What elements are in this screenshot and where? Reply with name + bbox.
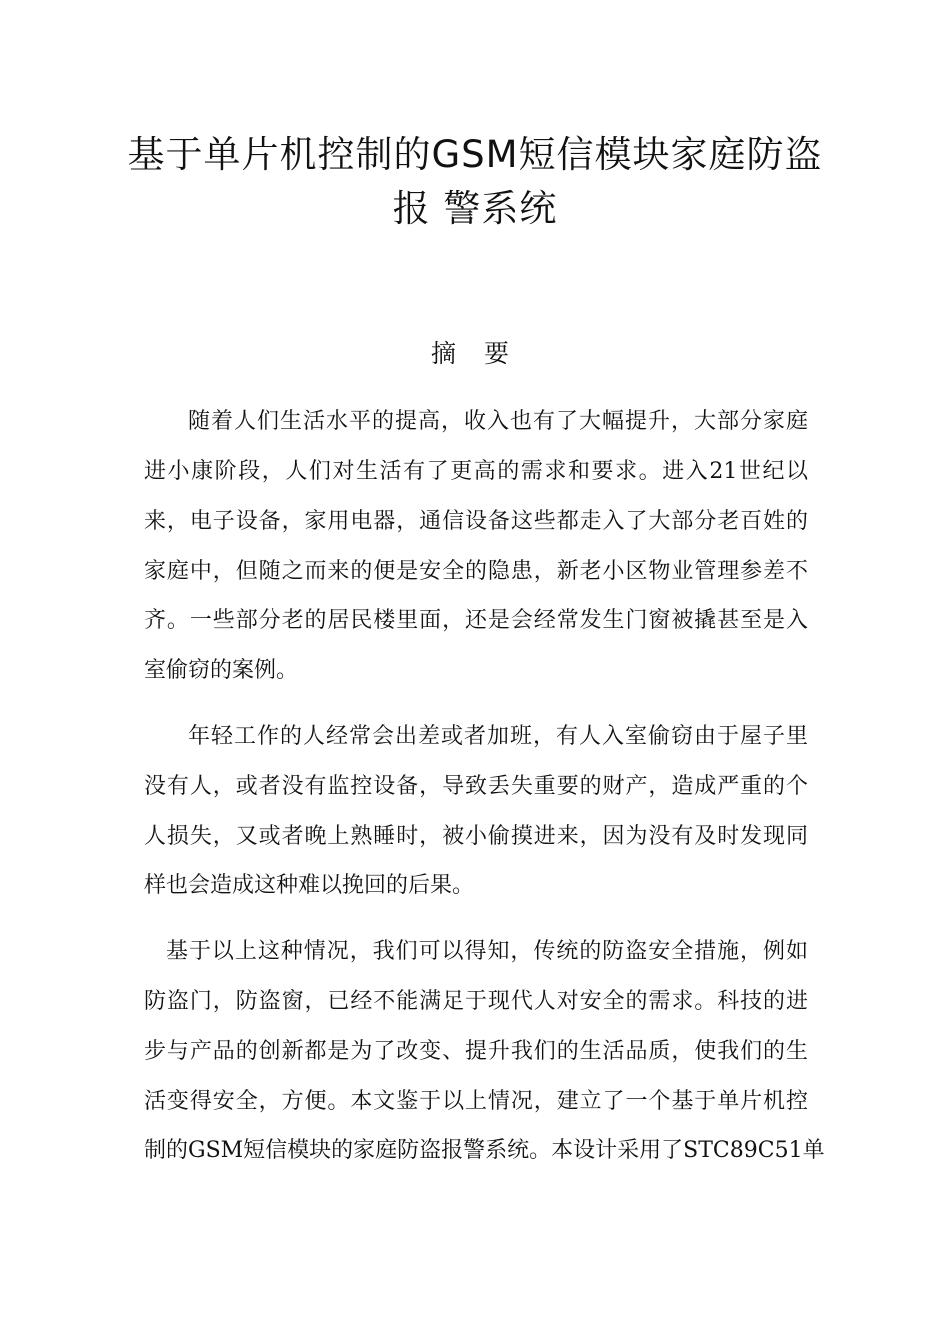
paragraph-line: 来，电子设备，家用电器，通信设备这些都走入了大部分老百姓的: [144, 509, 808, 534]
document-title-line-1: 基于单片机控制的GSM短信模块家庭防盗: [127, 133, 823, 176]
paragraph-line: 随着人们生活水平的提高，收入也有了大幅提升，大部分家庭: [188, 409, 808, 434]
paragraph-line: 人损失，又或者晚上熟睡时，被小偷摸进来，因为没有及时发现同: [144, 824, 808, 849]
paragraph-line: 活变得安全，方便。本文鉴于以上情况，建立了一个基于单片机控: [144, 1089, 808, 1114]
paragraph-line: 没有人，或者没有监控设备，导致丢失重要的财产，造成严重的个: [144, 774, 808, 799]
paragraph-line: 防盗门，防盗窗，已经不能满足于现代人对安全的需求。科技的进: [144, 989, 808, 1014]
paragraph-line: 样也会造成这种难以挽回的后果。: [144, 873, 475, 898]
paragraph-line: 进小康阶段，人们对生活有了更高的需求和要求。进入21世纪以: [144, 459, 808, 484]
paragraph-line: 家庭中，但随之而来的便是安全的隐患，新老小区物业管理参差不: [144, 559, 808, 584]
abstract-heading: 摘 要: [431, 339, 519, 368]
paragraph-line: 齐。一些部分老的居民楼里面，还是会经常发生门窗被撬甚至是入: [144, 608, 808, 633]
document-title-line-2: 报 警系统: [392, 187, 558, 230]
paragraph-line: 制的GSM短信模块的家庭防盗报警系统。本设计采用了STC89C51单: [144, 1138, 825, 1163]
paragraph-line: 基于以上这种情况，我们可以得知，传统的防盗安全措施，例如: [166, 939, 808, 964]
paragraph-line: 步与产品的创新都是为了改变、提升我们的生活品质，使我们的生: [144, 1039, 808, 1064]
paragraph-line: 年轻工作的人经常会出差或者加班，有人入室偷窃由于屋子里: [188, 724, 808, 749]
paragraph-line: 室偷窃的案例。: [144, 658, 299, 683]
